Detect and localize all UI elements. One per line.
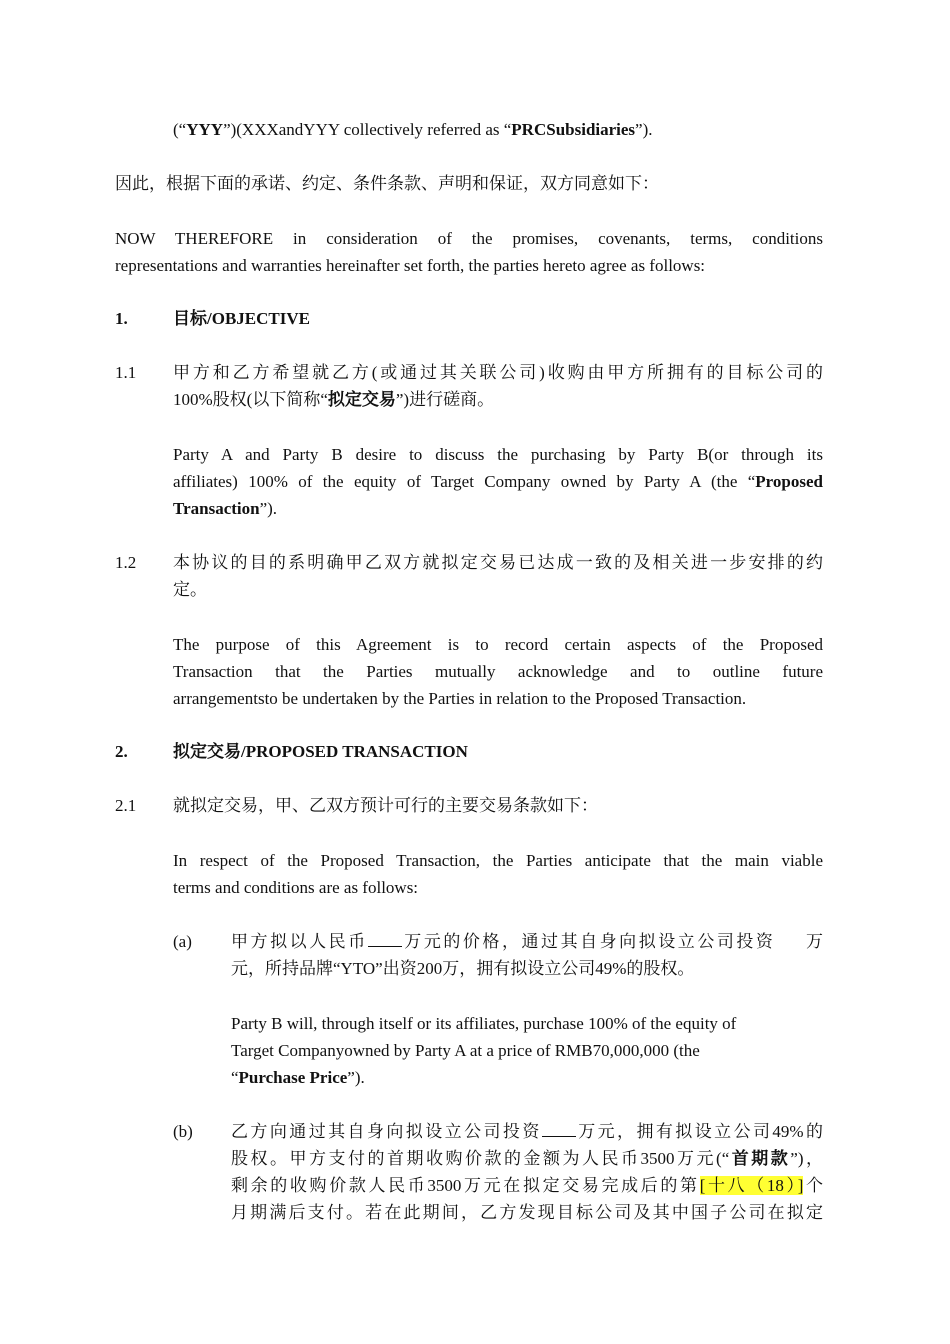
cn-agreement-recital: 因此，根据下面的承诺、约定、条件条款、声明和保证，双方同意如下： [115,174,659,193]
item-a-cn [231,928,823,982]
yyy-defined-term: YYY [186,120,224,139]
paragraph-line: 乙方向通过其自身向拟设立公司投资 万元，拥有拟设立公司49%的 [231,1122,823,1141]
paragraph-line: 股权。甲方支付的首期收购价款的金额为人民币3500万元(“首期款”)， [231,1149,823,1168]
blank-amount-line [368,931,402,947]
paragraph-line: 剩余的收购价款人民币3500万元在拟定交易完成后的第[十八（18）]个 [231,1176,824,1195]
paragraph-line: In respect of the Proposed Transaction, the Parties anticipate that the main viable [173,851,823,870]
en-agreement-recital [115,225,823,279]
proposed-transaction-term-cn: 拟定交易 [327,390,396,409]
item-b-label: (b) [173,1122,193,1141]
clause-1-1-cn [173,359,823,413]
paragraph-line: arrangementsto be undertaken by the Parties in relation to the Proposed Transaction. [173,689,747,708]
prc-subsidiaries-term: PRCSubsidiaries [511,120,636,139]
paragraph-line: 甲方拟以人民币 万元的价格，通过其自身向拟设立公司投资 万 [231,932,824,951]
clause-1-1-en [173,441,823,522]
paragraph-line: representations and warranties hereinafter set forth, the parties hereto agree as follows: [115,256,706,275]
blank-amount-line [542,1121,576,1137]
paragraph-line: 定。 [173,580,207,599]
intro-subsidiaries-line [173,116,823,143]
item-b-cn [231,1118,823,1226]
clause-1-2-en [173,631,823,712]
paragraph-line: 甲方和乙方希望就乙方(或通过其关联公司)收购由甲方所拥有的目标公司的 [173,363,823,382]
clause-2-1-en [173,847,823,901]
transaction-term-en: Transaction [173,499,260,518]
paragraph-line: terms and conditions are as follows: [173,878,419,897]
clause-1-1-number: 1.1 [115,363,137,382]
clause-1-2-number: 1.2 [115,553,137,572]
purchase-price-term: Purchase Price [238,1068,348,1087]
section-2-number: 2. [115,742,128,761]
proposed-term-en: Proposed [755,472,823,491]
paragraph-line: “Purchase Price”). [231,1068,365,1087]
first-payment-term: 首期款 [729,1149,791,1168]
paragraph-line: Party A and Party B desire to discuss the purchasing by Party B(or through its [173,445,823,464]
paragraph-line: 100%股权(以下简称“拟定交易”)进行磋商。 [173,390,495,409]
paragraph-line: Transaction that the Parties mutually acknowledge and to outline future [173,662,823,681]
section-1-number: 1. [115,309,128,328]
clause-1-2-cn [173,549,823,603]
paragraph-line: Party B will, through itself or its affiliates, purchase 100% of the equity of [231,1014,737,1033]
intro-text: ”)(XXXandYYY collectively referred as “ [223,120,512,139]
item-a-en [231,1010,806,1091]
clause-2-1-number: 2.1 [115,796,137,815]
intro-text: (“ [173,120,187,139]
paragraph-line: The purpose of this Agreement is to record certain aspects of the Proposed [173,635,823,654]
paragraph-line: Target Companyowned by Party A at a price of RMB70,000,000 (the [231,1041,700,1060]
intro-text: ”). [635,120,653,139]
paragraph-line: NOW THEREFORE in consideration of the promises, covenants, terms, conditions [115,229,823,248]
item-a-label: (a) [173,932,192,951]
highlighted-period: [十八（18）] [699,1176,804,1195]
section-2-title: 拟定交易/PROPOSED TRANSACTION [173,742,468,761]
paragraph-line: Transaction”). [173,499,278,518]
clause-2-1-cn: 就拟定交易，甲、乙双方预计可行的主要交易条款如下： [173,796,598,815]
section-1-title: 目标/OBJECTIVE [173,309,310,328]
paragraph-line: 本协议的目的系明确甲乙双方就拟定交易已达成一致的及相关进一步安排的约 [173,553,823,572]
paragraph-line: affiliates) 100% of the equity of Target Company owned by Party A (the “Proposed [173,472,823,491]
paragraph-line: 元，所持品牌“YTO”出资200万，拥有拟设立公司49%的股权。 [231,959,695,978]
paragraph-line: 月期满后支付。若在此期间，乙方发现目标公司及其中国子公司在拟定 [231,1203,823,1222]
